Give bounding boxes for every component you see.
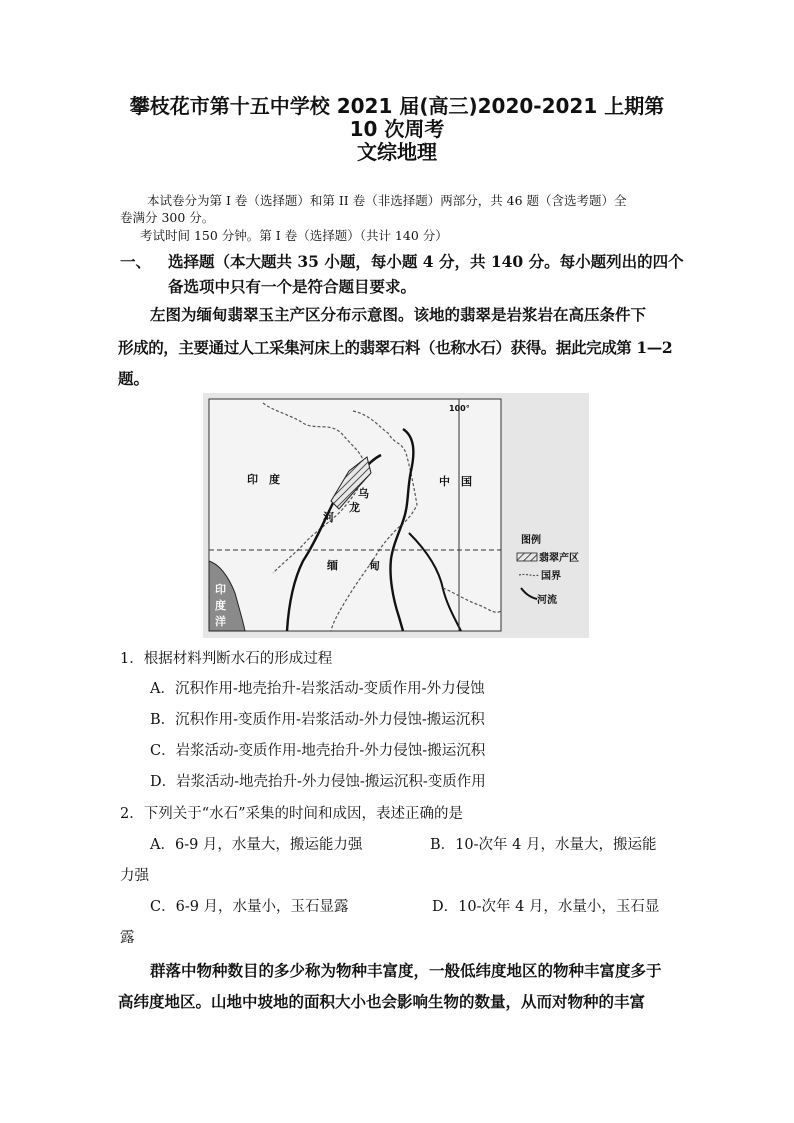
passage1-line2: 形成的，主要通过人工采集河床上的翡翠石料（也称水石）获得。据此完成第 1—2 xyxy=(118,338,673,357)
page-title-line1: 攀枝花市第十五中学校 2021 届(高三)2020-2021 上期第 xyxy=(129,94,665,118)
q2-option-d-cont: 露 xyxy=(120,930,135,946)
label-myanmar-2: 甸 xyxy=(369,559,380,572)
legend-border-label: 国界 xyxy=(541,571,561,582)
section-number: 一、 xyxy=(120,252,152,271)
legend-title: 图例 xyxy=(521,535,541,546)
longitude-label: 100° xyxy=(449,404,470,413)
q1-stem: 1．根据材料判断水石的形成过程 xyxy=(120,651,333,667)
passage1-line1: 左图为缅甸翡翠玉主产区分布示意图。该地的翡翠是岩浆岩在高压条件下 xyxy=(150,305,647,324)
q1-option-a: A．沉积作用-地壳抬升-岩浆活动-变质作用-外力侵蚀 xyxy=(150,681,485,697)
q2-option-a: A．6-9 月，水量大，搬运能力强 xyxy=(150,837,363,853)
section-heading-line2: 备选项中只有一个是符合题目要求。 xyxy=(168,277,417,296)
map-area xyxy=(209,399,501,631)
intro-line3: 考试时间 150 分钟。第 I 卷（选择题）（共计 140 分） xyxy=(140,228,448,243)
label-china: 中 国 xyxy=(439,475,472,488)
label-myanmar-1: 缅 xyxy=(327,559,338,572)
q2-option-b: B．10-次年 4 月，水量大，搬运能 xyxy=(430,837,657,853)
myanmar-jade-map xyxy=(203,393,589,638)
label-ocean-2: 度 xyxy=(215,599,226,612)
q2-option-b-cont: 力强 xyxy=(120,868,149,884)
legend-jade-swatch xyxy=(517,553,537,561)
passage2-line1: 群落中物种数目的多少称为物种丰富度，一般低纬度地区的物种丰富度多于 xyxy=(150,961,662,980)
q1-option-b: B．沉积作用-变质作用-岩浆活动-外力侵蚀-搬运沉积 xyxy=(150,712,485,728)
intro-line2: 卷满分 300 分。 xyxy=(120,210,215,225)
q1-option-d: D．岩浆活动-地壳抬升-外力侵蚀-搬运沉积-变质作用 xyxy=(150,774,486,790)
q2-stem: 2．下列关于“水石”采集的时间和成因，表述正确的是 xyxy=(120,806,464,822)
passage1-line3: 题。 xyxy=(118,369,150,388)
q2-option-d: D．10-次年 4 月，水量小，玉石显 xyxy=(432,899,660,915)
label-he: 河 xyxy=(323,511,334,524)
legend-jade-label: 翡翠产区 xyxy=(539,553,579,564)
label-india: 印 度 xyxy=(247,473,280,486)
page-title-line2: 10 次周考 xyxy=(349,117,445,141)
intro-line1: 本试卷分为第 I 卷（选择题）和第 II 卷（非选择题）两部分，共 46 题（含选考题）全 xyxy=(147,193,627,208)
legend-river-label: 河流 xyxy=(537,595,557,606)
q2-option-c: C．6-9 月，水量小，玉石显露 xyxy=(150,899,349,915)
label-wu: 乌 xyxy=(358,487,369,500)
section-heading-line1: 选择题（本大题共 35 小题，每小题 4 分，共 140 分。每小题列出的四个 xyxy=(168,252,684,271)
label-ocean-1: 印 xyxy=(215,583,226,596)
page-subtitle: 文综地理 xyxy=(357,140,437,164)
q1-option-c: C．岩浆活动-变质作用-地壳抬升-外力侵蚀-搬运沉积 xyxy=(150,743,486,759)
label-ocean-3: 洋 xyxy=(215,615,226,628)
passage2-line2: 高纬度地区。山地中坡地的面积大小也会影响生物的数量，从而对物种的丰富 xyxy=(118,992,646,1011)
label-long: 龙 xyxy=(349,501,360,514)
